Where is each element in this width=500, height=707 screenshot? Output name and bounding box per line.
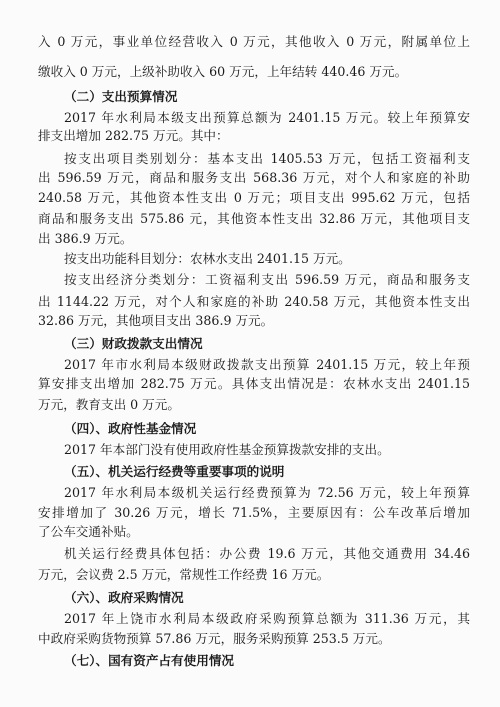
section-heading: （五）、机关运行经费等重要事项的说明 [64, 464, 285, 479]
section-heading: （六）、政府采购情况 [64, 590, 184, 605]
text-line: 中政府采购货物预算 57.86 万元，服务采购预算 253.5 万元。 [38, 631, 391, 646]
text-line: 2017 年市水利局本级财政拨款支出预算 2401.15 万元，较上年预 [64, 357, 470, 372]
text-line: 机关运行经费具体包括：办公费 19.6 万元，其他交通费用 34.46 [64, 546, 470, 561]
section-heading: （四）、政府性基金情况 [64, 421, 197, 436]
text-line: 出 596.59 万元，商品和服务支出 568.36 万元，对个人和家庭的补助 [38, 170, 470, 185]
text-line: 32.86 万元，其他项目支出 386.9 万元。 [38, 313, 274, 328]
text-line: 安排增加了 30.26 万元，增长 71.5%，主要原因有：公车改革后增加 [38, 505, 470, 520]
section-heading: （二）支出预算情况 [64, 89, 178, 104]
text-line: 算安排支出增加 282.75 万元。具体支出情况是：农林水支出 2401.15 [38, 376, 470, 391]
text-line: 缴收入 0 万元，上级补助收入 60 万元，上年结转 440.46 万元。 [38, 64, 408, 79]
text-line: 排支出增加 282.75 万元。其中： [38, 128, 229, 143]
text-line: 2017 年水利局本级支出预算总额为 2401.15 万元。较上年预算安 [64, 110, 470, 125]
text-line: 240.58 万元，其他资本性支出 0 万元；项目支出 995.62 万元，包括 [38, 190, 470, 205]
text-line: 按支出功能科目划分：农林水支出 2401.15 万元。 [64, 251, 351, 266]
text-line: 入 0 万元，事业单位经营收入 0 万元，其他收入 0 万元，附属单位上 [38, 34, 470, 49]
text-line: 出 1144.22 万元，对个人和家庭的补助 240.58 万元，其他资本性支出 [38, 294, 470, 309]
text-line: 商品和服务支出 575.86 元，其他资本性支出 32.86 万元，其他项目支 [38, 211, 470, 226]
text-line: 万元，教育支出 0 万元。 [38, 397, 180, 412]
text-line: 万元，会议费 2.5 万元，常规性工作经费 16 万元。 [38, 567, 330, 582]
section-heading: （三）财政拨款支出情况 [64, 336, 203, 351]
text-line: 了公车交通补贴。 [38, 524, 139, 539]
text-line: 2017 年水利局本级机关运行经费预算为 72.56 万元，较上年预算 [64, 485, 470, 500]
text-line: 出 386.9 万元。 [38, 231, 133, 246]
text-line: 2017 年本部门没有使用政府性基金预算拨款安排的支出。 [64, 442, 390, 457]
text-line: 按支出项目类别划分：基本支出 1405.53 万元，包括工资福利支 [64, 151, 470, 166]
text-line: 2017 年上饶市水利局本级政府采购预算总额为 311.36 万元，其 [64, 611, 470, 626]
section-heading: （七）、国有资产占有使用情况 [64, 653, 235, 668]
text-line: 按支出经济分类划分：工资福利支出 596.59 万元，商品和服务支 [64, 272, 470, 287]
